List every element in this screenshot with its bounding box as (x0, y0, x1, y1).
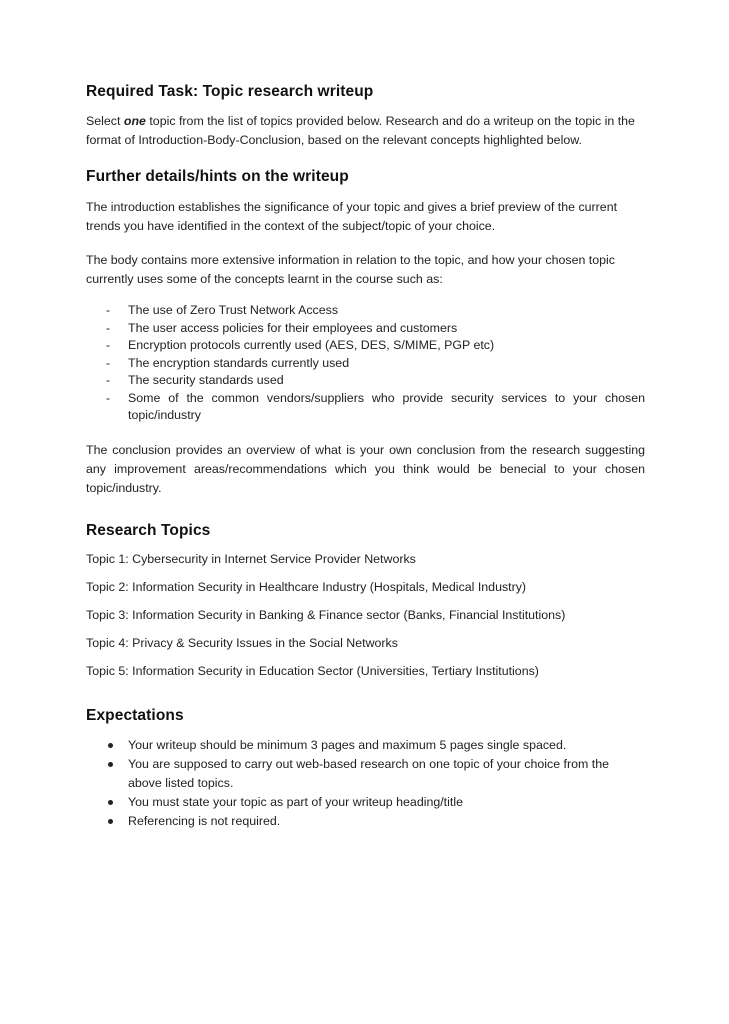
list-item (86, 355, 645, 373)
expectation-text: You are supposed to carry out web-based research on one topic of your choice from the above listed topics. (128, 756, 609, 790)
topic-item: Topic 3: Information Security in Banking & Finance sector (Banks, Financial Institutions) (86, 607, 566, 622)
list-item (86, 337, 645, 355)
concepts-list (86, 302, 645, 425)
expectation-text: You must state your topic as part of your writeup heading/title (128, 794, 463, 809)
task-select-emphasis: one (123, 114, 146, 128)
expectation-text: Your writeup should be minimum 3 pages and maximum 5 pages single spaced. (128, 737, 567, 752)
body-paragraph: The body contains more extensive information in relation to the topic, and how your chosen topic currently uses some of the concepts learnt in the course such as: (86, 253, 615, 286)
expectations-heading: Expectations (86, 706, 184, 724)
dash-marker: - (106, 320, 111, 335)
dash-marker: - (106, 390, 111, 405)
concept-text: Some of the common vendors/suppliers who provide security services to your chosen topic/industry (128, 390, 645, 422)
concept-text: Encryption protocols currently used (AES, DES, S/MIME, PGP etc) (128, 338, 495, 352)
dash-marker: - (106, 373, 111, 387)
task-select-prefix: Select (86, 114, 124, 128)
task-instructions (86, 112, 645, 150)
research-heading: Research Topics (86, 521, 211, 539)
task-heading: Required Task: Topic research writeup (86, 83, 374, 100)
bullet-icon (108, 800, 113, 805)
list-item (86, 372, 645, 390)
bullet-icon (108, 743, 113, 748)
topic-item: Topic 1: Cybersecurity in Internet Service Provider Networks (86, 551, 416, 566)
topic-item: Topic 5: Information Security in Education Sector (Universities, Tertiary Institutions) (86, 663, 539, 678)
introduction-paragraph: The introduction establishes the significance of your topic and gives a brief preview of the current trends you have identified in the context of the subject/topic of your choice. (86, 200, 618, 233)
topic-item: Topic 2: Information Security in Healthcare Industry (Hospitals, Medical Industry) (86, 579, 527, 594)
list-item (86, 320, 645, 338)
task-select-suffix: topic from the list of topics provided below. Research and do a writeup on the topic in the format of Introduction-Body-Conclusion, based on the relevant concepts highlighted below. (86, 114, 635, 147)
further-heading: Further details/hints on the writeup (86, 168, 349, 185)
list-item (86, 812, 645, 831)
list-item (86, 793, 645, 812)
list-item (86, 302, 645, 320)
concept-text: The user access policies for their employees and customers (128, 320, 458, 335)
bullet-icon (108, 762, 113, 767)
topic-item: Topic 4: Privacy & Security Issues in the Social Networks (86, 635, 398, 650)
dash-marker: - (106, 303, 111, 317)
list-item (86, 736, 645, 755)
dash-marker: - (106, 355, 111, 370)
bullet-icon (108, 819, 113, 824)
conclusion-paragraph: The conclusion provides an overview of what is your own conclusion from the research suggesting any improvement areas/recommendations which you think would be benecial to your chosen topic/industry. (86, 442, 645, 495)
expectation-text: Referencing is not required. (128, 813, 281, 828)
concept-text: The encryption standards currently used (128, 355, 350, 370)
concept-text: The use of Zero Trust Network Access (128, 303, 339, 317)
expectations-list (86, 736, 645, 831)
list-item (86, 390, 645, 425)
list-item (86, 755, 645, 793)
dash-marker: - (106, 338, 111, 352)
concept-text: The security standards used (128, 373, 284, 387)
